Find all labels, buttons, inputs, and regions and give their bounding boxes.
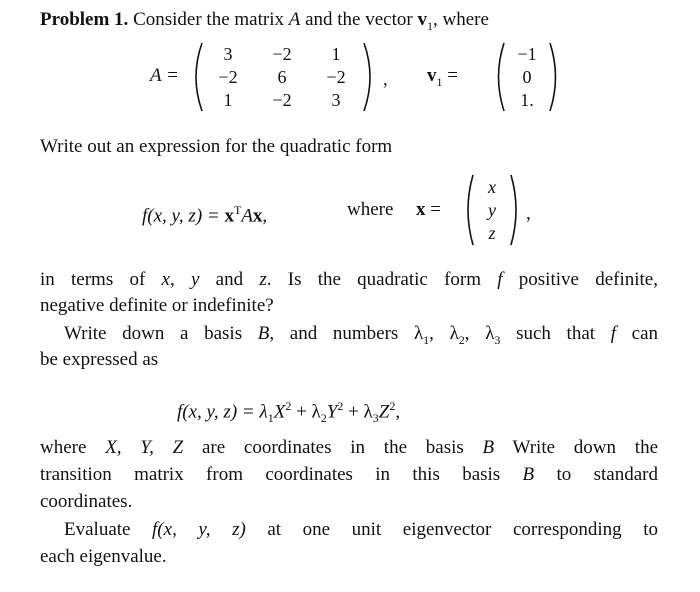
power: 2 — [389, 399, 396, 413]
quadratic-form-expression — [142, 198, 267, 228]
text-run: positive definite, — [502, 269, 658, 290]
var-xyz: X, Y, Z — [105, 437, 184, 458]
matrix-a-label — [150, 64, 179, 88]
vector-subscript: 1 — [426, 18, 433, 33]
matrix-a-cell: −2 — [218, 67, 238, 87]
vector-v1-entry: −1 — [517, 44, 537, 64]
text-run: such that — [500, 323, 611, 344]
matrix-a-cell: −2 — [272, 44, 292, 64]
text-run: , — [169, 269, 191, 290]
var-x: x — [161, 269, 170, 290]
paragraph-transition-line2 — [40, 463, 658, 487]
problem-intro-line — [40, 8, 658, 38]
x-vector-comma: , — [526, 203, 531, 224]
matrix-a-cell: 3 — [331, 90, 341, 110]
text-run: , and numbers λ — [269, 323, 424, 344]
paragraph-definiteness-line2: negative definite or indefinite? — [40, 295, 274, 316]
text-run: , λ — [464, 323, 495, 344]
lambda-subscript: 1 — [267, 411, 274, 426]
var-f: f — [610, 323, 616, 344]
text-run: Evaluate — [64, 519, 153, 540]
paragraph-evaluate-line1 — [64, 518, 658, 542]
paragraph-basis-line2: be expressed as — [40, 349, 159, 370]
text-run: are coordinates in the basis — [183, 437, 483, 458]
matrix-a-cell: −2 — [272, 90, 292, 110]
problem-heading: Problem 1. — [40, 9, 129, 30]
vector-v1-symbol: v — [427, 65, 437, 86]
quadratic-where — [347, 198, 393, 222]
text-run: . Is the quadratic form — [266, 269, 498, 290]
var-z-capital: Z — [378, 401, 390, 423]
text-run: can — [615, 323, 659, 344]
vector-v1-subscript: 1 — [436, 74, 443, 89]
bold-x: x — [224, 205, 234, 227]
var-b: B — [257, 323, 270, 344]
matrix-a-cell: 1 — [223, 90, 233, 110]
x-vector-label — [416, 198, 441, 222]
matrix-a-cell: −2 — [326, 67, 346, 87]
text-run: Write down the — [494, 437, 658, 458]
eigen-form-expression — [177, 394, 400, 430]
where-word: where — [347, 199, 394, 220]
vector-symbol: v — [417, 9, 427, 30]
var-y-capital: Y — [326, 401, 338, 423]
x-vector-symbol: x — [416, 199, 426, 220]
matrix-a-cell: 3 — [223, 44, 233, 64]
paragraph-evaluate-line2: each eigenvalue. — [40, 546, 167, 567]
quadratic-comma: , — [262, 205, 268, 227]
plus-lambda: + λ — [343, 401, 373, 423]
eigen-comma: , — [395, 401, 401, 423]
var-f-xyz: f(x, y, z) — [152, 519, 246, 540]
matrix-a-label-text: A = — [150, 65, 179, 86]
plus-lambda: + λ — [291, 401, 321, 423]
quadratic-matrix: A — [241, 205, 253, 227]
var-b: B — [482, 437, 495, 458]
paragraph-definiteness-line1 — [40, 268, 658, 292]
quadratic-lhs: f(x, y, z) = — [142, 205, 225, 227]
transpose-mark: T — [233, 203, 242, 217]
matrix-a — [188, 40, 378, 114]
matrix-a-cell: 1 — [331, 44, 341, 64]
x-vector-equals: = — [425, 199, 441, 220]
power: 2 — [337, 399, 344, 413]
var-f: f — [497, 269, 503, 290]
lambda-subscript: 1 — [423, 332, 430, 347]
paragraph-transition-line1 — [40, 436, 658, 460]
lambda-subscript: 3 — [494, 332, 501, 347]
x-vector-entry: x — [488, 177, 496, 197]
vector-v1-entry: 1. — [520, 90, 534, 110]
var-z: z — [259, 269, 267, 290]
text-run: transition matrix from coordinates in this basis — [40, 464, 523, 485]
paragraph-transition-line3: coordinates. — [40, 491, 133, 512]
var-y: y — [190, 269, 200, 290]
vector-v1-equals: = — [442, 65, 458, 86]
text-run: where — [40, 437, 106, 458]
matrix-a-comma: , — [383, 69, 388, 90]
text-run: at one unit eigenvector corresponding to — [245, 519, 658, 540]
x-vector — [462, 172, 522, 248]
power: 2 — [285, 399, 292, 413]
var-x-capital: X — [273, 401, 286, 423]
text-run: and — [199, 269, 260, 290]
eigen-lhs: f(x, y, z) = λ — [177, 401, 268, 423]
x-vector-entry: y — [488, 200, 496, 220]
text-run: to standard — [534, 464, 658, 485]
x-vector-entry: z — [488, 223, 496, 243]
vector-v1 — [492, 40, 562, 114]
lambda-subscript: 3 — [372, 411, 379, 426]
text-run: in terms of — [40, 269, 162, 290]
lambda-subscript: 2 — [320, 411, 327, 426]
text-run: , λ — [429, 323, 459, 344]
matrix-symbol: A — [288, 9, 301, 30]
intro-text: Consider the matrix — [128, 9, 289, 30]
intro-suffix: , where — [432, 9, 489, 30]
vector-v1-label — [427, 64, 458, 94]
intro-mid-text: and the vector — [300, 9, 418, 30]
text-run: Write down a basis — [64, 323, 258, 344]
paragraph-quadratic-intro: Write out an expression for the quadratic form — [40, 136, 393, 157]
bold-x-second: x — [252, 205, 263, 227]
vector-v1-entry: 0 — [522, 67, 532, 87]
var-b: B — [522, 464, 535, 485]
matrix-a-cell: 6 — [277, 67, 287, 87]
lambda-subscript: 2 — [458, 332, 465, 347]
